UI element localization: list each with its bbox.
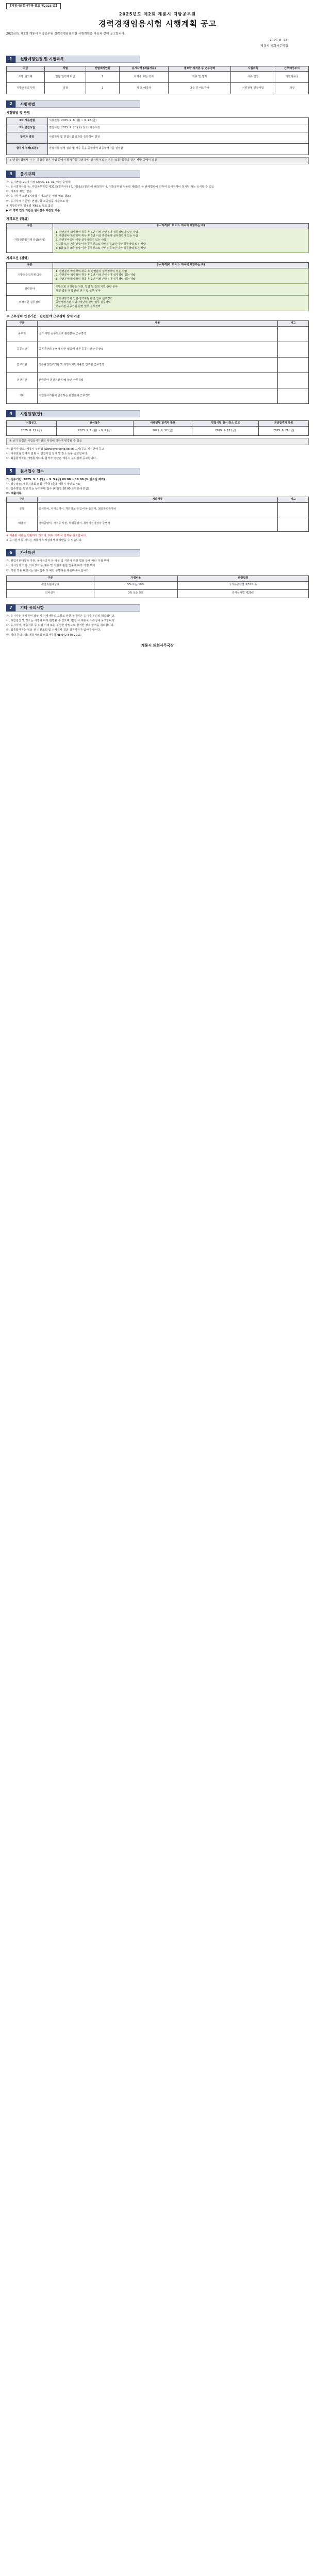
section-number: 5 [6,468,15,475]
table-cell: 관련분야 민간기관·단체 상근 근무경력 [38,373,278,388]
table-cell: 1 [86,72,120,83]
table-cell [53,284,309,296]
paragraph: 다. 최종합격자는 개별통지하며, 합격자 명단은 계룡시 누리집에 공고합니다. [6,457,97,461]
positions-table [6,66,309,95]
documents-notes [6,534,309,544]
table-cell [278,327,309,342]
paragraph: 다. 거주지 제한: 없음 [6,190,32,194]
table-header: 구분 [7,223,53,229]
subsection-title: 시험방법 및 방법 [6,111,30,115]
paragraph: 다. 가점 적용 대상자는 원서접수 시 해당 증명서를 제출하여야 합니다. [6,569,90,572]
section-3-header [6,171,140,178]
table-header: 응시자격(각 호 어느 하나에 해당하는 자) [53,262,309,268]
paragraph: 다. 응시자격, 제출서류 등 허위 기재 또는 부정한 방법으로 합격한 경우 합격을 취소합니다. [6,624,114,628]
documents-table [6,497,309,532]
table-cell: 2025. 8. 22.(금) [7,426,57,435]
table-header: 관련법령 [177,575,308,581]
list-item: 중앙행정기관·지방자치단체 관련 업무 실무경력 [56,301,111,304]
table-cell: 3% 또는 5% [94,589,177,598]
table-cell: 의사상자 [7,589,94,598]
table-cell: 전문 임기제 다급 [44,72,86,83]
paragraph: 나. 응시결격사유 등: 지방공무원법 제31조(결격사유) 및 제66조(정년)에 해당하거나, 지방공무원 임용령 제65조 등 관계법령에 의하여 응시자격이 정지된 자는 응시할 수 없음 [6,185,214,189]
table-cell: 의정 [275,83,309,94]
paragraph: 나. 시험일정 및 장소는 사정에 따라 변경될 수 있으며, 변경 시 계룡시 누리집에 공고합니다. [6,619,115,622]
list-item: 연구기관·공공기관 관련 업무 실무경력 [56,305,101,309]
method-key: 2차 면접시험 [7,125,48,132]
table-header: 시험과목 [230,66,275,72]
subsection-title: ※ 근무경력 인정기준 : 관련분야 근무경력 상세 기준 [6,315,80,319]
table-cell: 기타 [7,388,38,404]
list-item: 4. 7급 또는 7급 상당 이상 공무원으로 관련분야 2년 이상 실무경력 있는 사람 [56,242,146,246]
table-header: 구분 [7,321,38,327]
method-value: 면접시험: 2025. 9. 20.(토) 장소: 계룡시청 [48,125,309,132]
paragraph: 마. 기타 문의사항: 계룡시의회 의회사무국 ☎ 042-840-2911 [6,633,81,637]
section-title: 선발예정인원 및 시험과목 [15,56,140,63]
table-cell: 경력증명서, 자격증 사본, 학위증명서, 취업지원대상자 증명서 [38,517,278,531]
table-header: 시험공고 [7,421,57,427]
paragraph: 나. 서류전형 합격자 발표 시 면접시험 일시 및 장소 등을 공고합니다. [6,452,88,456]
footer-signature: 계룡시 의회사무국장 [141,643,174,648]
section-number: 7 [6,604,15,612]
table-cell: 국가유공자법 제31조 등 [177,581,308,589]
table-header: 최종합격자 발표 [259,421,309,427]
table-header: 응시자격 (제출서류) [119,66,168,72]
table-header: 가점비율 [94,575,177,581]
section-title: 기타 유의사항 [15,604,140,612]
list-item: 3. 관련분야 5년 이상 실무경력이 있는 사람 [56,239,107,242]
doc-header [6,11,309,30]
table-cell [278,342,309,358]
list-item: 지방의회 의정활동 지원, 입법 및 정책 지원 관련 분야 [56,285,118,289]
method-key: 합격자 결정 [7,132,48,143]
reference-note: ※ 지방공무원 임용령 제65조 별표 참조 [6,204,54,208]
stamp-note: ▶ 각 경력 인정 기간은 원서접수 마감일 기준 [6,209,60,213]
table-cell: 민간기관 [7,373,38,388]
table-header: 내용 [38,321,278,327]
doc-subtitle: 2025년도 제2회 계룡시 지방공무원 [119,12,196,17]
table-cell: 학위 및 경력 [169,72,231,83]
table-cell: 5% 또는 10% [94,581,177,589]
table-cell [278,388,309,404]
table-cell: 해당자 [7,517,38,531]
subsection-title: 자격요건 (학위) [6,217,29,221]
method-value: 서류전형 및 면접시험 결과를 종합하여 결정 [48,132,309,143]
doc-date: 2025. 8. 22. [269,39,288,43]
experience-table [6,320,309,404]
application-text [6,478,309,497]
table-cell: 의사상자법 제20조 [177,589,308,598]
section-number: 3 [6,171,15,178]
table-header: 구분 [7,497,38,502]
table-cell [278,502,309,517]
bonus-text [6,559,309,573]
qualification-table-a [6,223,309,253]
table-cell: 연구기관 [7,358,38,373]
table-header: 구분 [7,262,53,268]
table-header: 직급 [7,66,45,72]
paragraph: 가. 합격자 발표: 계룡시 누리집 (www.gyeryong.go.kr) 고시/공고 게시판에 공고 [6,447,104,451]
list-item: 국회·지방의회 입법·정책지원 관련 업무 실무경력 [56,297,113,300]
table-header: 제출서류 [38,497,278,502]
table-cell: 2025. 9. 26.(금) [259,426,309,435]
doc-intro: 2025년도 제2회 계룡시 지방공무원 경력경쟁임용시험 시행계획을 다음과 같이 공고합니다. [6,32,126,36]
paragraph: 가. 응시자는 응시원서 작성 시 기재사항의 오류로 인한 불이익은 응시자 본인의 책임입니다. [6,614,115,618]
table-cell: 각 호 해당자 [119,83,168,94]
table-cell: 정부출연연구기관 및 지방자치단체출연 연구원 근무경력 [38,358,278,373]
table-cell: 공공기관의 운영에 관한 법률에 따른 공공기관 근무경력 [38,342,278,358]
method-key: 합격자 결정(최종) [7,143,48,155]
method-key: 1차 서류전형 [7,117,48,125]
section-5-header [6,468,140,475]
section-title: 시험일정(안) [15,410,140,417]
table-cell: 시험실시기관이 인정하는 관련분야 근무경력 [38,388,278,404]
paragraph: 가. 취업지원대상자 가점: 국가유공자 등 예우 및 지원에 관한 법률 등에 따라 가점 부여 [6,560,109,563]
section-number: 1 [6,56,15,63]
table-header: 필요한 자격증 등 근무경력 [169,66,231,72]
list-item: 1. 관련분야 박사학위 취득 후 관련분야 실무경력이 있는 사람 [56,269,127,273]
table-cell: 다음 중 어느하나 [169,83,231,94]
table-cell: 2025. 9. 1.(월) ~ 9. 5.(금) [56,426,134,435]
note: ※ 제출된 서류는 반환하지 않으며, 허위 기재 시 합격을 취소합니다. [6,534,87,537]
table-cell: 1 [86,83,120,94]
paragraph: 라. 응시자격 요건 (직렬별 자격요건은 아래 별표 참조) [6,195,71,198]
table-cell: 서류전형 면접시험 [230,83,275,94]
table-cell: 관련분야 [7,284,53,296]
table-cell [53,229,309,252]
notes-text [6,614,309,638]
list-item: 2. 관련분야 학사학위 취득 후 3년 이상 관련분야 실무경력이 있는 사람 [56,234,139,238]
method-value: 면접시험 평정 결과 및 배수 등을 종합하여 최종합격자를 결정함 [48,143,309,155]
table-cell: 공공기관 [7,342,38,358]
doc-org: 계룡시 의회사무국장 [260,44,288,48]
section-title: 시험방법 [15,100,140,108]
table-cell [53,268,309,283]
section-1-header [6,56,140,63]
table-header: 면접시험 일시·장소 공고 [192,421,259,427]
table-header: 비고 [278,321,309,327]
table-cell: 지방 임기제 [7,72,45,83]
table-cell: 서류·면접 [230,72,275,83]
section-2-header [6,100,140,108]
table-cell: 의정지원 실무경력 [7,295,53,311]
application-period: 가. 접수기간: 2025. 9. 1.(월) ~ 9. 5.(금) 09:00 ~ 18:00 (토·일요일 제외) [6,478,105,481]
table-cell: 지방전문임기제 다급(의정) [7,229,53,252]
table-cell: 2025. 9. 12.(금) [134,426,192,435]
doc-signoff [6,38,309,49]
application-place: 나. 접수장소: 계룡시의회 의회사무국 (충남 계룡시 장안로 46) [6,482,80,486]
schedule-table [6,420,309,436]
paragraph: 라. 최종합격자는 임용 전 신원조회 및 신체검사 결과 결격사유가 없어야 합니다. [6,629,101,632]
section-4-header [6,410,140,417]
table-cell: 의회사무국 [275,72,309,83]
table-header: 비고 [278,497,309,502]
bonus-table [6,575,309,598]
table-header: 원서접수 [56,421,134,427]
announcement-text [6,447,309,462]
documents-title: 라. 제출서류 [6,492,22,496]
list-item: 1. 관련분야 석사학위 취득 후 1년 이상 관련분야 실무경력이 있는 사람 [56,230,139,234]
table-cell: 공무원 [7,327,38,342]
section-7-header [6,604,140,612]
table-cell [278,373,309,388]
note: ※ 응시원서 등 서식은 계룡시 누리집에서 내려받을 수 있습니다. [6,538,82,542]
section-number: 4 [6,410,15,417]
table-cell: 의정 [44,83,86,94]
table-cell: 공통 [7,502,38,517]
section-6-header [6,549,140,556]
table-header: 근무예정부서 [275,66,309,72]
table-cell: 지방전문임기제 [7,83,45,94]
table-cell: 취업지원대상자 [7,581,94,589]
table-cell [53,295,309,311]
paragraph: 마. 응시자격 기준일: 면접시험 최종일을 기준으로 함 [6,199,69,203]
schedule-note: ※ 상기 일정은 시험실시기관의 사정에 의하여 변경될 수 있음 [6,438,309,445]
method-note: ※ 면접시험에서 '우수' 등급을 받은 사람 중에서 합격자를 결정하며, 합격자가 없는 경우 '보통' 등급을 받은 사람 중에서 결정 [6,157,309,164]
list-item: 3. 관련분야 학사학위 취득 후 3년 이상 관련분야 실무경력 있는 사람 [56,278,136,281]
section-title: 응시자격 [15,171,140,178]
list-item: 5. 8급 또는 8급 상당 이상 공무원으로 관련분야 4년 이상 실무경력 있는 사람 [56,246,146,250]
doc-badge [6,3,309,9]
table-cell [278,358,309,373]
list-item: 2. 관련분야 석사학위 취득 후 1년 이상 관련분야 실무경력 있는 사람 [56,274,136,277]
section-title: 가산특전 [15,549,140,556]
table-cell: 국가·지방 공무원으로 관련분야 근무경력 [38,327,278,342]
table-header: 직렬 [44,66,86,72]
table-header: 구분 [7,575,94,581]
eligibility-text [6,180,309,214]
table-cell: 2025. 9. 12.(금) [192,426,259,435]
table-header: 선발예정인원 [86,66,120,72]
application-method: 다. 접수방법: 방문 또는 등기우편 접수 (마감일 18:00 도착분에 한함) [6,487,89,491]
section-number: 6 [6,549,15,556]
paragraph: 나. 의사상자 가점: 의사상자 등 예우 및 지원에 관한 법률에 따라 가점 부여 [6,564,95,568]
subsection-title: 자격요건 (경력) [6,256,29,260]
table-cell: 응시원서, 자기소개서, 개인정보 수집·이용 동의서, 최종학력증명서 [38,502,278,517]
table-cell [278,517,309,531]
paragraph: 가. 응시연령: 20세 이상 (2005. 12. 31. 이전 출생자) [6,180,72,184]
method-value: 서류전형: 2025. 9. 8.(월) ~ 9. 12.(금) [48,117,309,125]
table-header: 서류전형 합격자 발표 [134,421,192,427]
qualification-table-b [6,262,309,311]
list-item: 행정·법률·정책 관련 연구 및 실무 분야 [56,289,101,293]
method-table [6,117,309,155]
section-title: 원서접수 접수 [15,468,140,475]
table-cell: 자격증 또는 학위 [119,72,168,83]
section-number: 2 [6,100,15,108]
table-cell: 지방전문임기제 다급 [7,268,53,283]
table-header: 응시자격(각 호 어느 하나에 해당하는 자) [53,223,309,229]
doc-title: 경력경쟁임용시험 시행계획 공고 [98,19,217,29]
notice-number: 【계룡시의회사무국 공고 제2025-호】 [6,3,61,9]
